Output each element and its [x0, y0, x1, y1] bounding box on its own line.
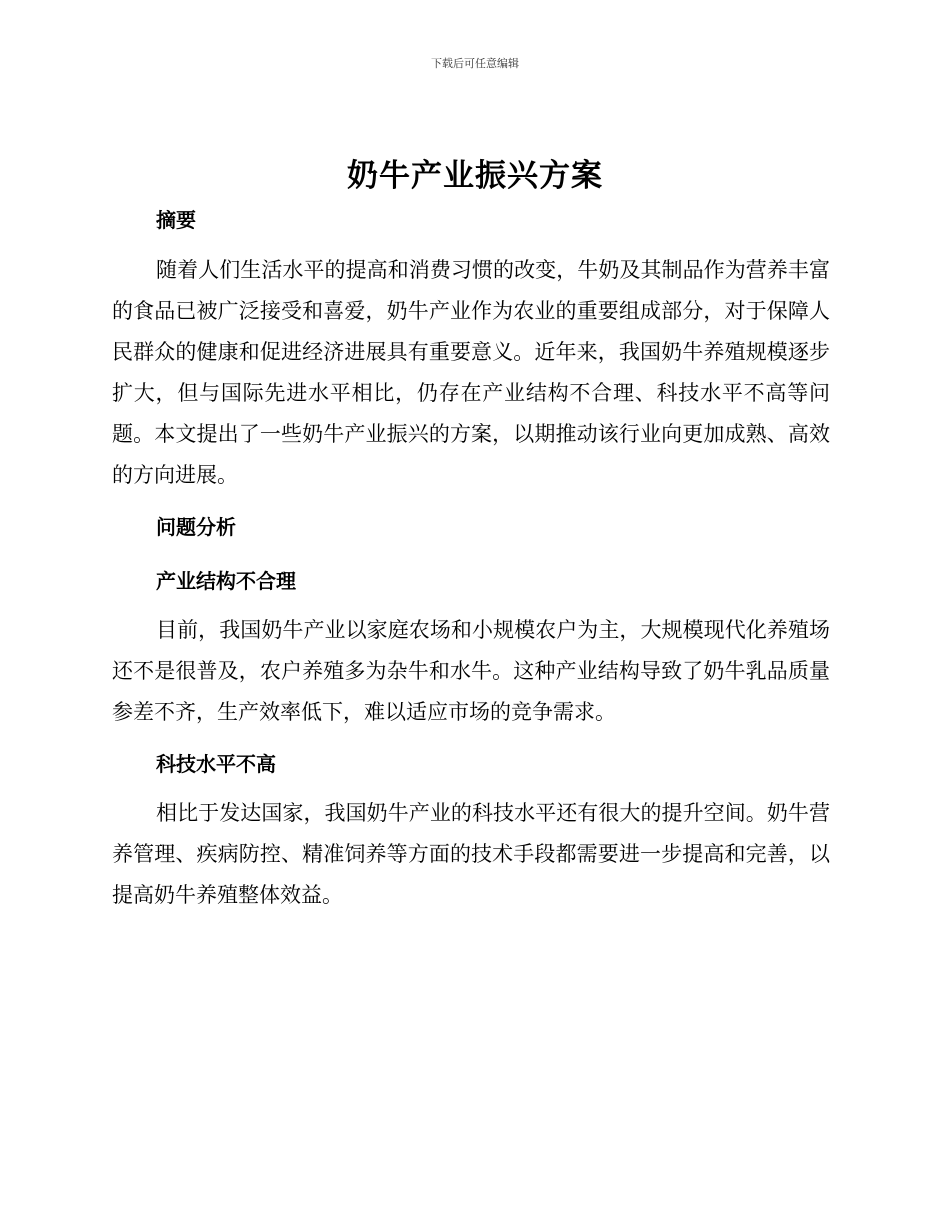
subsection-heading-technology: 科技水平不高	[156, 752, 276, 776]
paragraph-structure: 目前，我国奶牛产业以家庭农场和小规模农户为主，大规模现代化养殖场还不是很普及，农户养殖多为杂牛和水牛。这种产业结构导致了奶牛乳品质量参差不齐，生产效率低下，难以适应市场的竞争需求。	[112, 618, 830, 724]
paragraph-abstract: 随着人们生活水平的提高和消费习惯的改变，牛奶及其制品作为营养丰富的食品已被广泛接受和喜爱，奶牛产业作为农业的重要组成部分，对于保障人民群众的健康和促进经济进展具有重要意义。近年来，我国奶牛养殖规模逐步扩大，但与国际先进水平相比，仍存在产业结构不合理、科技水平不高等问题。本文提出了一些奶牛产业振兴的方案，以期推动该行业向更加成熟、高效的方向进展。	[112, 258, 830, 487]
subsection-heading-structure: 产业结构不合理	[156, 569, 296, 593]
document-title: 奶牛产业振兴方案	[347, 158, 603, 194]
section-heading-analysis: 问题分析	[156, 515, 236, 539]
section-heading-abstract: 摘要	[156, 208, 196, 232]
document-body	[112, 203, 830, 916]
header-note: 下载后可任意编辑	[431, 57, 519, 70]
paragraph-technology: 相比于发达国家，我国奶牛产业的科技水平还有很大的提升空间。奶牛营养管理、疾病防控、精准饲养等方面的技术手段都需要进一步提高和完善，以提高奶牛养殖整体效益。	[112, 801, 830, 907]
